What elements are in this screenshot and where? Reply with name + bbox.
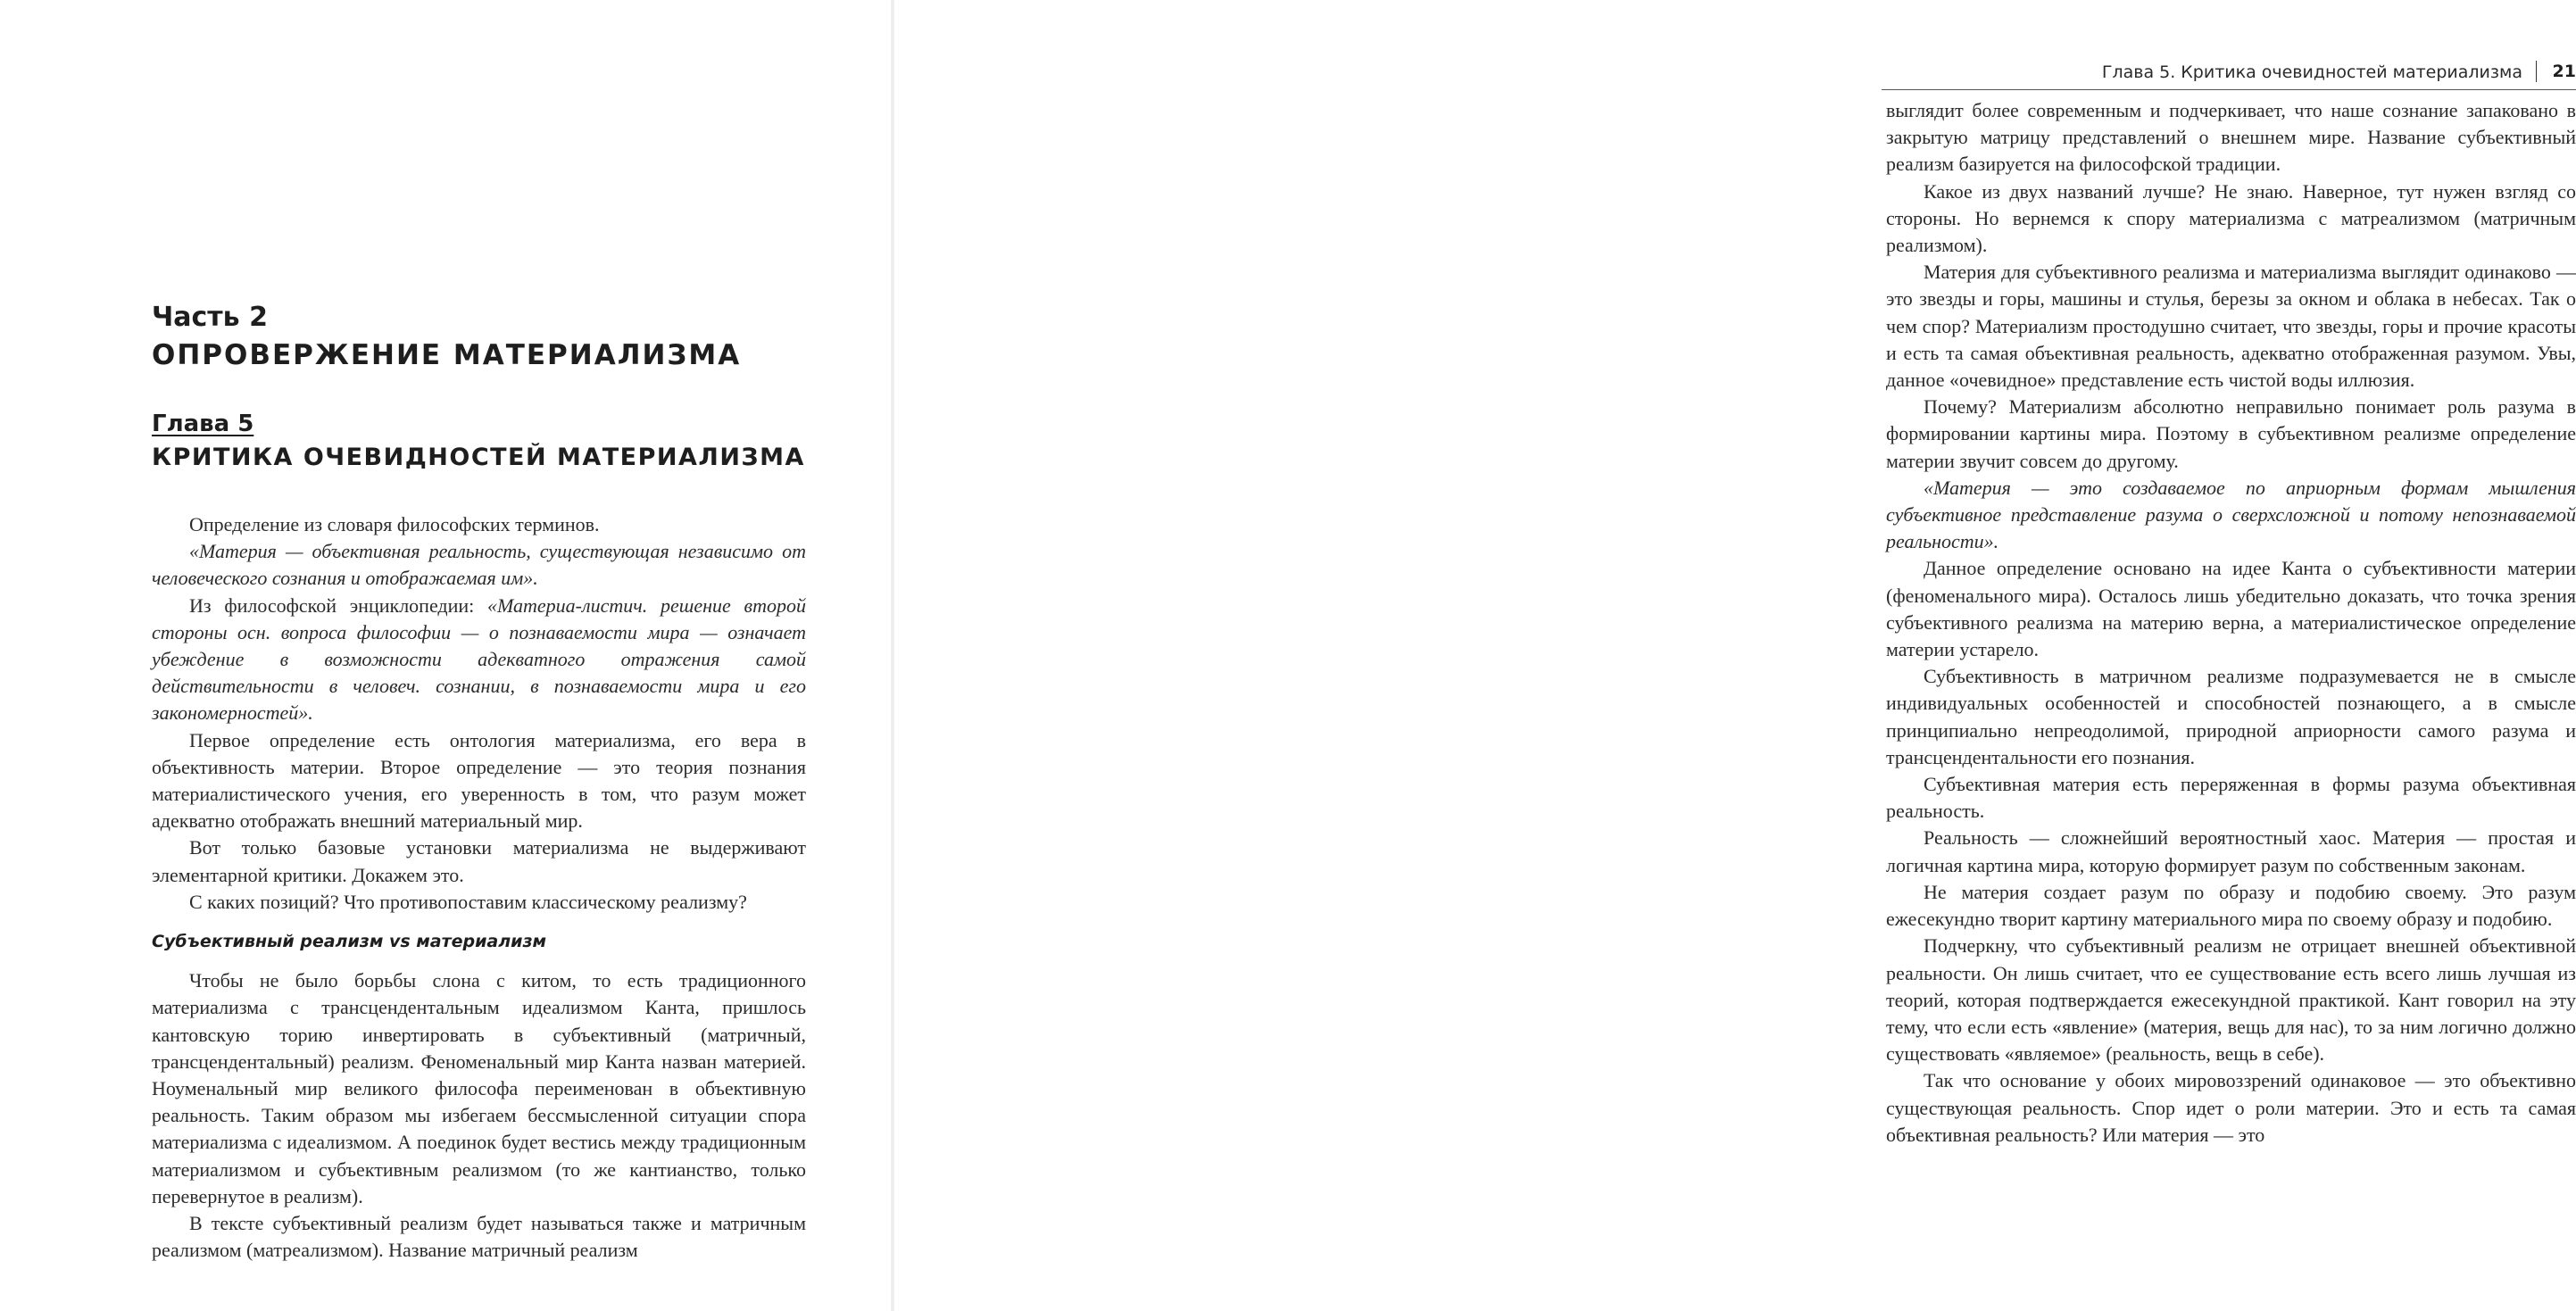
paragraph: Так что основание у обоих мировоззрений одинаковое — это объективно существующая реальность. Спор идет о роли материи. Это и есть та самая объективная реальность? Или материя — это [1886,1069,2576,1146]
paragraph: Материя для субъективного реализма и материализма выглядит одинаково — это звезды и горы, машины и стулья, березы за окном и облака в небесах. Так о чем спор? Материализм простодушно считает, что звезды, горы и прочие красоты и есть та самая объективная реальность, адекватно отображенная разумом. Увы, данное «очевидное» представление есть чистой воды иллюзия. [1886,261,2576,392]
paragraph: Первое определение есть онтология материализма, его вера в объективность материи. Второе определение — это теория познания материалистического учения, его уверенность в том, что разум может адекватно отображать внешний материальный мир. [152,728,806,833]
paragraph [152,593,806,727]
paragraph: Субъективная материя есть переряженная в формы разума объективная реальность. [1886,773,2576,823]
definition-quote: «Материя — это создаваемое по априорным формам мышления субъективное представление разума о сверхсложной и потому непознаваемой реальности». [1886,476,2576,553]
paragraph: Вот только базовые установки материализма не выдерживают элементарной критики. Докажем это. [152,836,806,886]
right-page [893,0,2576,1311]
paragraph: Какое из двух названий лучше? Не знаю. Наверное, тут нужен взгляд со стороны. Но вернемся к спору материализма с матреализмом (матричным реализмом). [1886,179,2576,257]
left-body-text [152,511,806,1264]
paragraph: выглядит более современным и подчеркивает, что наше сознание запаковано в закрытую матрицу представлений о внешнем мире. Название субъективный реализм базируется на философской традиции. [1886,99,2576,176]
paragraph: Не материя создает разум по образу и подобию своему. Это разум ежесекундно творит картину материального мира по своему образу и подобию. [1886,880,2576,931]
running-head-title: Глава 5. Критика очевидностей материализма [2101,62,2522,82]
paragraph: Данное определение основано на идее Канта о субъективности материи (феноменального мира). Осталось лишь убедительно доказать, что точка зрения субъективного реализма на материю верна, а материалистическое определение материи устарело. [1886,557,2576,661]
part-label: Часть 2 [152,302,268,333]
part-title: ОПРОВЕРЖЕНИЕ МАТЕРИАЛИЗМА [152,339,742,371]
paragraph: Почему? Материализм абсолютно неправильно понимает роль разума в формировании картины мира. Поэтому в субъективном реализме определение материи звучит совсем до другому. [1886,395,2576,472]
paragraph: В тексте субъективный реализм будет называться также и матричным реализмом (матреализмом). Название матричный реализм [152,1212,806,1262]
paragraph: Реальность — сложнейший вероятностный хаос. Материя — простая и логичная картина мира, которую формирует разум по собственным законам. [1886,826,2576,876]
paragraph: Чтобы не было борьбы слона с китом, то есть традиционного материализма с трансцендентальным идеализмом Канта, пришлось кантовскую торию инвертировать в субъективный (матричный, трансцендентальный) реализм. Феноменальный мир Канта назван материей. Ноуменальный мир великого философа переименован в объективную реальность. Таким образом мы избегаем бессмысленной ситуации спора материализма с идеализмом. А поединок будет вестись между традиционным материализмом и субъективным реализмом (то же кантианство, только перевернутое в реализм). [152,969,806,1207]
running-head-separator [2536,61,2538,82]
paragraph: Определение из словаря философских терминов. [189,513,600,535]
chapter-title: КРИТИКА ОЧЕВИДНОСТЕЙ МАТЕРИАЛИЗМА [152,444,805,471]
page-number: 21 [2552,62,2576,81]
right-body-text [1886,97,2576,1149]
paragraph: Подчеркну, что субъективный реализм не отрицает внешней объективной реальности. Он лишь считает, что ее существование есть всего лишь лучшая из теорий, которая подтверждается ежесекундной практикой. Кант говорил на эту тему, что если есть «явление» (материя, вещь для нас), то за ним логично должно существовать «являемое» (реальность, вещь в себе). [1886,934,2576,1066]
section-subheading: Субъективный реализм vs материализм [152,932,547,952]
definition-quote: «Материя — объективная реальность, существующая независимо от человеческого сознания и отображаемая им». [152,540,806,590]
chapter-label: Глава 5 [152,411,254,437]
encyclopedia-quote: «Материа-листич. решение второй стороны осн. вопроса философии — о познаваемости мира — означает убеждение в возможности адекватного отражения самой действительности в человеч. сознании, в познаваемости мира и его закономерностей». [152,593,806,725]
paragraph: Субъективность в матричном реализме подразумевается не в смысле индивидуальных особенностей и способностей познающего, а в смысле принципиально непреодолимой, природной априорности самого разума и трансцендентальности его познания. [1886,665,2576,768]
paragraph: С каких позиций? Что противопоставим классическому реализму? [189,890,747,913]
running-head [1882,59,2576,90]
left-page [0,0,893,1311]
paragraph-lead: Из философской энциклопедии: [189,593,488,617]
